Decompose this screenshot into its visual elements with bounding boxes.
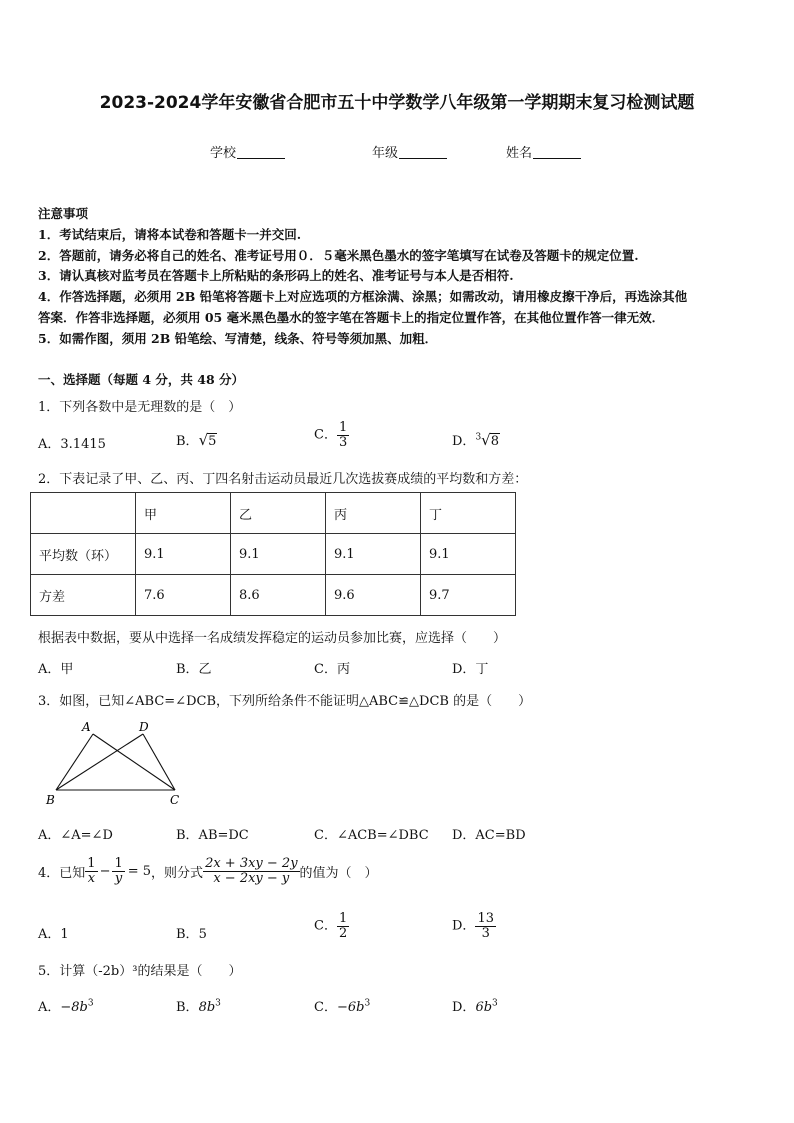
table-cell: 9.6 [326,575,421,616]
table-header-cell: 丁 [421,493,516,534]
radicand: 5 [208,434,217,449]
option-label: C． [314,1000,337,1015]
q2-option-b[interactable]: B．乙 [176,662,212,677]
option-label: A． [38,437,61,452]
option-label: D． [452,1000,476,1015]
numerator: 1 [338,420,348,435]
q3-option-a[interactable]: A．∠A=∠D [38,828,113,843]
table-cell: 9.1 [231,534,326,575]
root-index: 3 [475,432,482,443]
exponent: 3 [492,998,498,1009]
q5-option-c[interactable] [314,996,370,1015]
expression-fraction [203,857,299,885]
table-cell [31,493,136,534]
exponent: 3 [364,998,371,1009]
sqrt-symbol: √ [198,431,209,449]
cbrt-symbol: √ [481,431,491,449]
numerator: 1 [87,856,96,871]
table-cell: 9.1 [421,534,516,575]
q5-option-a[interactable] [38,996,94,1015]
segment-ab [56,734,93,790]
q1-option-c[interactable] [314,421,349,449]
denominator: 3 [481,925,490,941]
school-label: 学校 [210,146,237,161]
q5-option-d[interactable] [452,996,498,1015]
q3-option-c[interactable]: C．∠ACB=∠DBC [314,828,429,843]
note-item: 2．答题前，请务必将自己的姓名、准考证号用０．５毫米黑色墨水的签字笔填写在试卷及答题卡的规定位置. [38,248,639,263]
table-row [31,575,516,616]
segment-bd [56,734,143,790]
name-blank[interactable] [533,146,581,159]
option-label: B． [176,1000,199,1015]
exponent: 3 [87,998,94,1009]
table-cell: 8.6 [231,575,326,616]
fraction [85,857,97,885]
option-label: B． [176,927,199,942]
operator: − [99,863,111,879]
notes-heading: 注意事项 [38,206,89,221]
point-label-a: A [82,720,91,734]
section-heading: 一、选择题（每题 4 分，共 48 分） [38,372,245,387]
table-cell: 9.7 [421,575,516,616]
table-cell: 9.1 [326,534,421,575]
grade-field[interactable] [372,142,447,161]
stem-text: 4．已知 [38,865,86,881]
point-label-c: C [170,793,180,807]
option-value: 5 [198,927,207,942]
segment-ac [93,734,175,790]
fraction [337,912,349,940]
fraction [337,421,349,449]
option-value: 3.1415 [60,437,106,452]
option-label: D． [452,434,476,449]
equation-rhs: = 5 [127,863,152,879]
note-item: 1．考试结束后，请将本试卷和答题卡一并交回. [38,227,302,242]
denominator: x [87,870,96,886]
numerator: 1 [338,911,348,926]
option-value: −8b [60,1000,88,1015]
denominator: y [114,870,123,886]
grade-label: 年级 [372,146,399,161]
scores-table [30,492,516,616]
page-title: 2023-2024学年安徽省合肥市五十中学数学八年级第一学期期末复习检测试题 [99,93,695,113]
segment-dc [143,734,175,790]
option-value: 6b [475,1000,493,1015]
denominator: 3 [338,434,348,450]
option-label: A． [38,927,61,942]
exponent: 3 [215,998,221,1009]
note-item: 4．作答选择题，必须用 2B 铅笔将答题卡上对应选项的方框涂满、涂黑；如需改动，请用橡皮擦干净后，再选涂其他 [38,289,688,304]
table-cell: 平均数（环） [31,534,136,575]
option-label: B． [176,434,199,449]
question-2-followup: 根据表中数据，要从中选择一名成绩发挥稳定的运动员参加比赛，应选择（ ） [38,631,507,646]
stem-text: 的值为（ ） [299,865,378,881]
option-label: C． [314,918,337,934]
q4-option-d[interactable] [452,912,496,940]
table-header-cell: 乙 [231,493,326,534]
radicand: 8 [490,434,500,449]
denominator: x − 2xy − y [213,870,290,886]
question-4-stem [38,857,378,885]
triangle-figure [38,716,198,810]
option-value: −6b [336,1000,365,1015]
school-field[interactable] [210,142,285,161]
name-field[interactable] [506,142,581,161]
note-item: 5．如需作图，须用 2B 铅笔绘、写清楚，线条、符号等须加黑、加粗． [38,331,438,346]
q2-option-d[interactable]: D．丁 [452,662,489,677]
table-header-cell: 甲 [136,493,231,534]
q1-option-a[interactable] [38,433,106,452]
numerator: 2x + 3xy − 2y [205,856,298,871]
option-label: D． [452,918,476,934]
q2-option-c[interactable]: C．丙 [314,662,350,677]
option-label: A． [38,1000,61,1015]
q4-option-b[interactable] [176,923,207,942]
q4-option-c[interactable] [314,912,349,940]
option-label: C． [314,427,337,443]
q1-option-d[interactable] [452,430,500,449]
stem-text: ，则分式 [151,865,204,881]
note-item: 3．请认真核对监考员在答题卡上所粘贴的条形码上的姓名、准考证号与本人是否相符. [38,268,514,283]
q4-option-a[interactable] [38,923,69,942]
school-blank[interactable] [237,146,285,159]
table-header-row [31,493,516,534]
q3-option-b[interactable]: B．AB=DC [176,828,249,843]
q3-option-d[interactable]: D．AC=BD [452,828,526,843]
note-item: 答案．作答非选择题，必须用 05 毫米黑色墨水的签字笔在答题卡上的指定位置作答，在其他位置作答一律无效． [38,310,665,325]
q5-option-b[interactable] [176,996,221,1015]
question-2-stem: 2．下表记录了甲、乙、丙、丁四名射击运动员最近几次选拔赛成绩的平均数和方差： [38,472,528,487]
point-label-d: D [139,720,149,734]
question-3-stem: 3．如图，已知∠ABC=∠DCB，下列所给条件不能证明△ABC≌△DCB 的是（ ） [38,694,532,709]
grade-blank[interactable] [399,146,447,159]
point-label-b: B [46,793,55,807]
numerator: 1 [114,856,123,871]
fraction [475,912,496,940]
q2-option-a[interactable]: A．甲 [38,662,74,677]
q1-option-b[interactable] [176,430,217,449]
table-cell: 7.6 [136,575,231,616]
fraction [112,857,124,885]
name-label: 姓名 [506,146,533,161]
denominator: 2 [338,925,348,941]
table-header-cell: 丙 [326,493,421,534]
option-value: 8b [198,1000,216,1015]
numerator: 13 [477,911,494,926]
question-1-stem: 1．下列各数中是无理数的是（ ） [38,400,242,415]
option-value: 1 [60,927,69,942]
table-cell: 方差 [31,575,136,616]
table-row [31,534,516,575]
question-5-stem: 5．计算（-2b）³的结果是（ ） [38,964,242,979]
table-cell: 9.1 [136,534,231,575]
